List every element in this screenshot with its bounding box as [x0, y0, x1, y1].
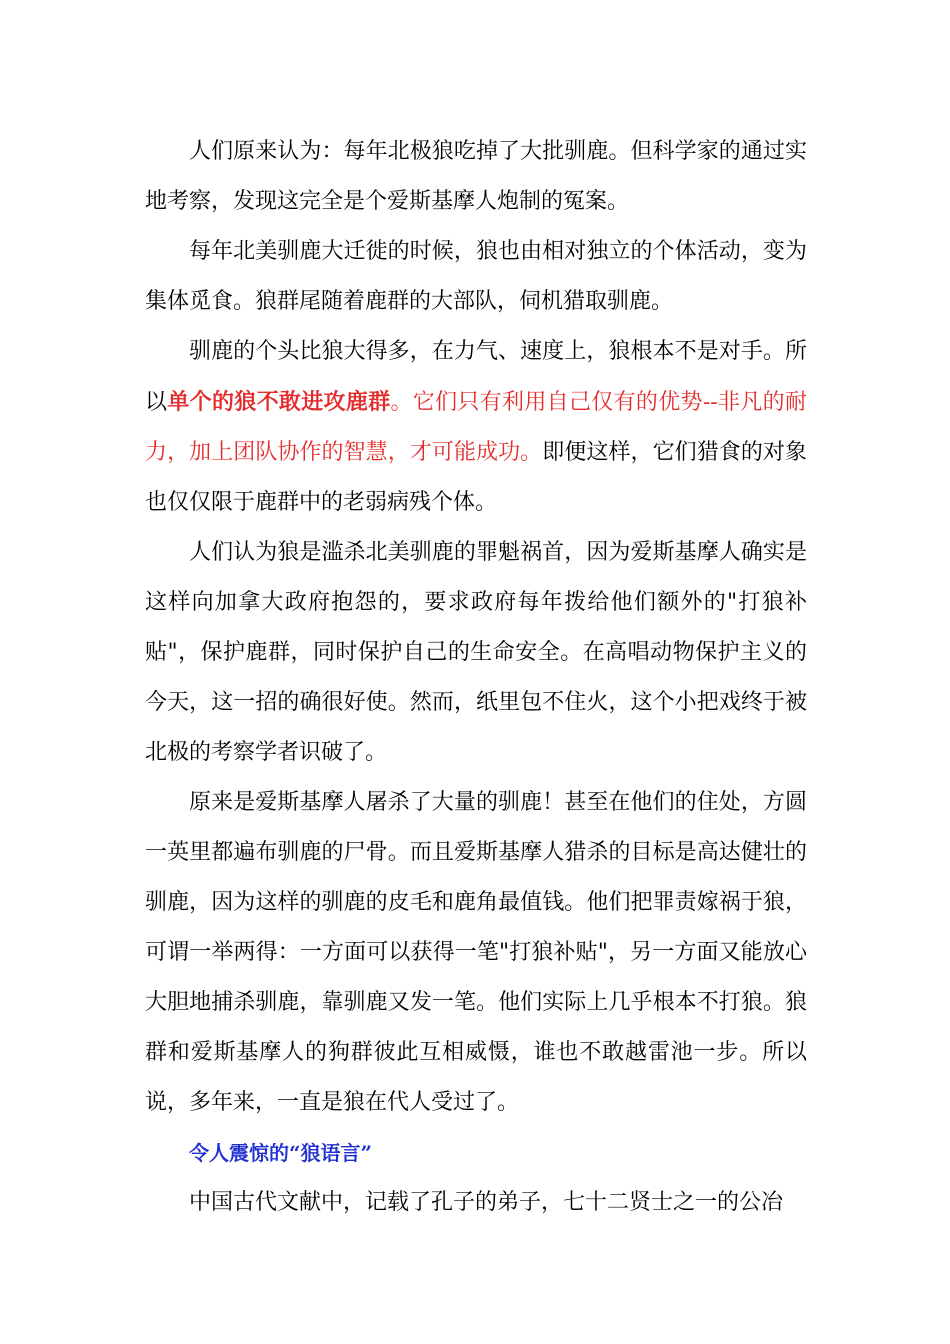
highlight-red: 。它们只有利用自己仅有的优势--非凡的耐力，加上团队协作的智慧，才可能成功。 — [145, 390, 807, 465]
paragraph-3-text-end: 即便这样，它们猎食的对象也仅仅限于鹿群中的老弱病残个体。 — [145, 440, 807, 515]
paragraph-4: 人们认为狼是滥杀北美驯鹿的罪魁祸首，因为爱斯基摩人确实是这样向加拿大政府抱怨的，要求政府每年拨给他们额外的"打狼补贴"，保护鹿群，同时保护自己的生命安全。在高唱动物保护主义的今天，这一招的确很好使。然而，纸里包不住火，这个小把戏终于被北极的考察学者识破了。 — [145, 540, 807, 765]
paragraph-3 — [145, 327, 807, 528]
highlight-bold-red: 单个的狼不敢进攻鹿群 — [167, 389, 391, 415]
section-heading: 令人震惊的“狼语言” — [189, 1141, 373, 1165]
document-page — [145, 127, 807, 1228]
paragraph-2: 每年北美驯鹿大迁徙的时候，狼也由相对独立的个体活动，变为集体觅食。狼群尾随着鹿群的大部队，伺机猎取驯鹿。 — [145, 239, 807, 314]
paragraph-6: 中国古代文献中，记载了孔子的弟子，七十二贤士之一的公冶 — [189, 1190, 784, 1215]
paragraph-5: 原来是爱斯基摩人屠杀了大量的驯鹿！甚至在他们的住处，方圆一英里都遍布驯鹿的尸骨。而且爱斯基摩人猎杀的目标是高达健壮的驯鹿，因为这样的驯鹿的皮毛和鹿角最值钱。他们把罪责嫁祸于狼，可谓一举两得：一方面可以获得一笔"打狼补贴"，另一方面又能放心大胆地捕杀驯鹿，靠驯鹿又发一笔。他们实际上几乎根本不打狼。狼群和爱斯基摩人的狗群彼此互相威慑，谁也不敢越雷池一步。所以说，多年来，一直是狼在代人受过了。 — [145, 790, 807, 1115]
paragraph-3-text-start: 驯鹿的个头比狼大得多，在力气、速度上，狼根本不是对手。所以 — [145, 339, 807, 415]
paragraph-1: 人们原来认为：每年北极狼吃掉了大批驯鹿。但科学家的通过实地考察，发现这完全是个爱斯基摩人炮制的冤案。 — [145, 139, 807, 214]
